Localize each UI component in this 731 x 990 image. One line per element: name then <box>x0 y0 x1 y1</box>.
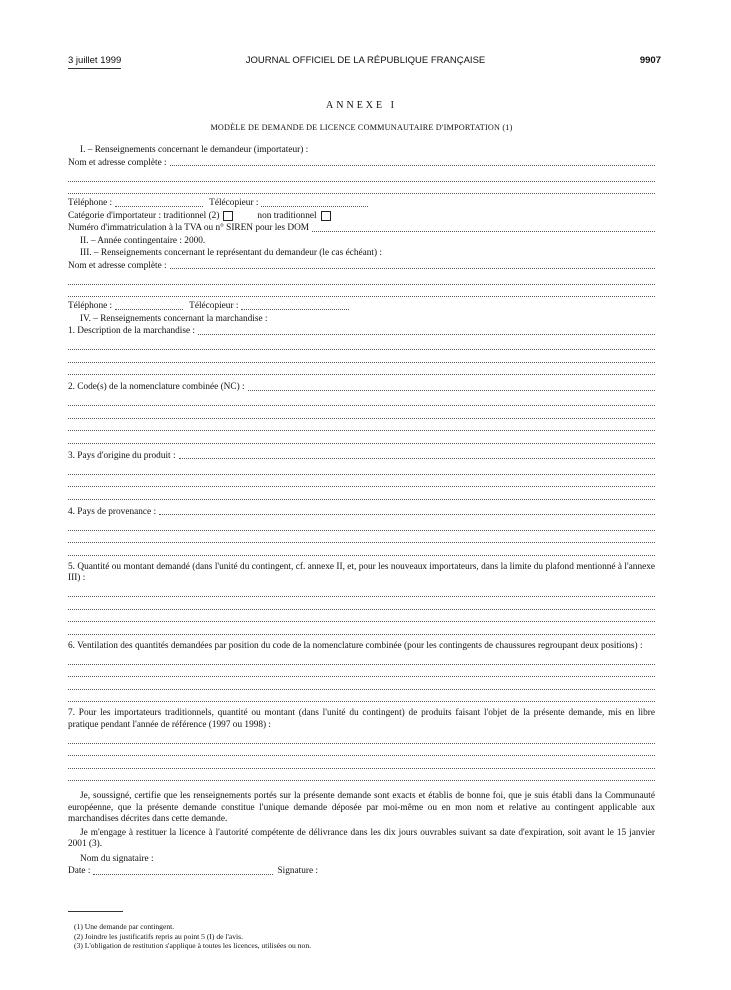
header-date: 3 juillet 1999 <box>68 55 122 66</box>
item1-label: 1. Description de la marchandise : <box>68 326 196 336</box>
item6-line[interactable] <box>68 652 655 665</box>
item4-line[interactable] <box>68 531 655 544</box>
section3-heading: III. – Renseignements concernant le représentant du demandeur (le cas échéant) : <box>80 248 383 258</box>
item5-line[interactable] <box>68 610 655 623</box>
header-rule <box>68 68 121 69</box>
representative-fax-field[interactable] <box>241 308 349 310</box>
applicant-phone-field[interactable] <box>115 205 203 207</box>
item7-line[interactable] <box>68 731 655 744</box>
representative-name-label: Nom et adresse complète : <box>68 260 167 271</box>
form-title: MODÈLE DE DEMANDE DE LICENCE COMMUNAUTAIRE D'IMPORTATION (1) <box>210 122 513 132</box>
item3-field[interactable] <box>68 450 655 463</box>
header-journal-title: JOURNAL OFFICIEL DE LA RÉPUBLIQUE FRANÇAISE <box>245 55 486 66</box>
representative-phone-field[interactable] <box>115 308 183 310</box>
item5-line[interactable] <box>68 597 655 610</box>
item1-field[interactable] <box>68 325 655 338</box>
date-signature-row <box>68 865 655 878</box>
item2-line[interactable] <box>68 406 655 419</box>
item2-label: 2. Code(s) de la nomenclature combinée (NC) : <box>68 382 245 392</box>
vat-number-field[interactable] <box>68 222 655 235</box>
item5-line[interactable] <box>68 585 655 598</box>
date-field[interactable] <box>93 873 273 875</box>
signature-label: Signature : <box>277 866 319 876</box>
applicant-fax-label: Télécopieur : <box>209 198 259 208</box>
item1-line[interactable] <box>68 363 655 376</box>
item6-line[interactable] <box>68 665 655 678</box>
representative-fax-label: Télécopieur : <box>189 301 239 311</box>
non-traditional-checkbox[interactable] <box>321 211 331 221</box>
item7-line[interactable] <box>68 769 655 782</box>
representative-phone-label: Téléphone : <box>68 301 113 311</box>
item6-line[interactable] <box>68 690 655 703</box>
item1-line[interactable] <box>68 338 655 351</box>
section1-heading: I. – Renseignements concernant le demandeur (importateur) : <box>80 145 309 155</box>
representative-phone-row <box>68 300 655 313</box>
date-label: Date : <box>68 866 91 876</box>
section2-heading: II. – Année contingentaire : 2000. <box>80 235 206 246</box>
item2-line[interactable] <box>68 419 655 432</box>
footnote-1: (1) Une demande par contingent. <box>74 922 175 931</box>
applicant-phone-row <box>68 197 655 210</box>
traditional-checkbox[interactable] <box>223 211 233 221</box>
item4-field[interactable] <box>68 506 655 519</box>
applicant-address-line[interactable] <box>68 169 655 182</box>
signatory-name-label: Nom du signataire : <box>80 853 154 864</box>
section4-heading: IV. – Renseignements concernant la marchandise : <box>80 313 268 324</box>
representative-address-line[interactable] <box>68 285 655 298</box>
item6-line[interactable] <box>68 677 655 690</box>
footnote-2: (2) Joindre les justificatifs repris au point 5 (I) de l'avis. <box>74 931 244 941</box>
representative-name-field[interactable] <box>68 260 655 273</box>
footnotes <box>74 922 311 951</box>
category-traditional-label: Catégorie d'importateur : traditionnel (2) <box>68 210 220 221</box>
item7-line[interactable] <box>68 744 655 757</box>
representative-address-line[interactable] <box>68 272 655 285</box>
footnote-rule <box>68 911 123 912</box>
item2-field[interactable] <box>68 381 655 394</box>
item7-line[interactable] <box>68 756 655 769</box>
item4-label: 4. Pays de provenance : <box>68 506 157 517</box>
engagement-paragraph: Je m'engage à restituer la licence à l'autorité compétente de délivrance dans les dix jours ouvrables suivant sa date d'expiration, soit avant le 15 janvier 2001 (3). <box>68 827 655 849</box>
item5-line[interactable] <box>68 622 655 635</box>
item2-line[interactable] <box>68 394 655 407</box>
applicant-fax-field[interactable] <box>261 205 368 207</box>
header-page-number: 9907 <box>639 55 661 66</box>
item3-line[interactable] <box>68 462 655 475</box>
form-content <box>68 100 655 878</box>
item4-line[interactable] <box>68 543 655 556</box>
item4-line[interactable] <box>68 518 655 531</box>
item1-line[interactable] <box>68 350 655 363</box>
item7-label: 7. Pour les importateurs traditionnels, quantité ou montant (dans l'unité du contingent) de produits faisant l'objet de la présente demande, mis en libre pratique pendant l'année de référence (1997 ou 1998) : <box>68 708 655 730</box>
category-non-traditional-label: non traditionnel <box>257 210 317 221</box>
importer-category-row <box>68 210 655 223</box>
footnote-3: (3) L'obligation de restitution s'applique à toutes les licences, utilisées ou non. <box>74 941 312 950</box>
applicant-phone-label: Téléphone : <box>68 198 113 208</box>
item3-label: 3. Pays d'origine du produit : <box>68 450 176 461</box>
item5-label: 5. Quantité ou montant demandé (dans l'unité du contingent, cf. annexe II, et, pour les nouveaux importateurs, dans la limite du plafond mentionné à l'annexe III) : <box>68 561 655 583</box>
item3-line[interactable] <box>68 475 655 488</box>
applicant-name-field[interactable] <box>68 157 655 170</box>
item6-label: 6. Ventilation des quantités demandées par position du code de la nomenclature combinée (pour les contingents de chaussures regroupant deux positions) : <box>68 640 643 651</box>
item2-line[interactable] <box>68 431 655 444</box>
annexe-title: ANNEXE I <box>326 100 397 111</box>
applicant-address-line[interactable] <box>68 182 655 195</box>
item3-line[interactable] <box>68 487 655 500</box>
applicant-name-label: Nom et adresse complète : <box>68 157 167 168</box>
vat-number-label: Numéro d'immatriculation à la TVA ou n° SIREN pour les DOM <box>68 223 310 233</box>
certification-paragraph: Je, soussigné, certifie que les renseignements portés sur la présente demande sont exacts et établis de bonne foi, que je suis établi dans la Communauté européenne, que la présente demande constitue l'unique demande déposée par moi-même ou en mon nom et relative au contingent applicable aux marchandises décrites dans cette demande. <box>68 791 655 824</box>
